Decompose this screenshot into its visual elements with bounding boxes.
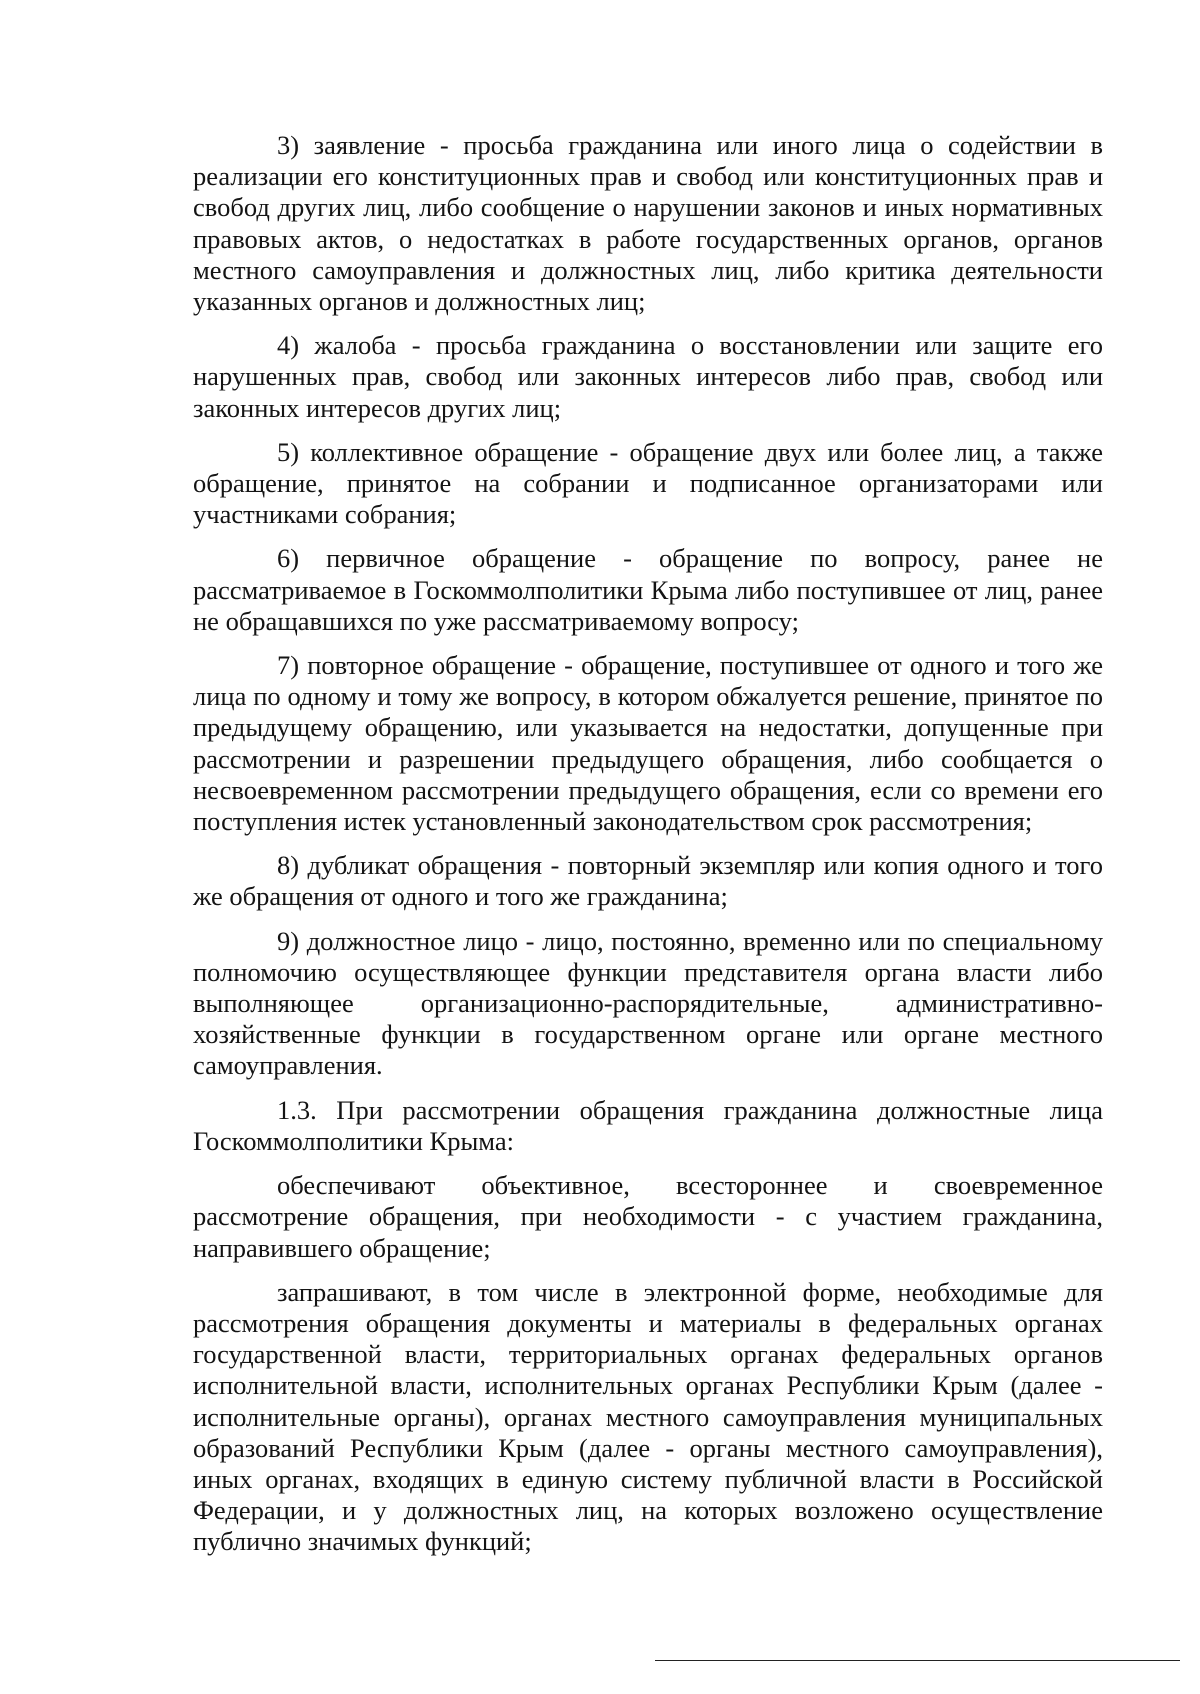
paragraph-definition-complaint: 4) жалоба - просьба гражданина о восстановлении или защите его нарушенных прав, свобод или законных интересов либо прав, свобод или законных интересов других лиц; — [193, 330, 1103, 423]
paragraph-definition-official: 9) должностное лицо - лицо, постоянно, временно или по специальному полномочию осуществляющее функции представителя органа власти либо выполняющее организационно-распорядительные, административно-хозяйственные функции в государственном органе или органе местного самоуправления. — [193, 925, 1103, 1081]
footer-divider-line — [655, 1660, 1180, 1661]
paragraph-definition-application: 3) заявление - просьба гражданина или иного лица о содействии в реализации его конституционных прав и свобод или конституционных прав и свобод других лиц, либо сообщение о нарушении законов и иных нормативных правовых актов, о недостатках в работе государственных органов, органов местного самоуправления и должностных лиц, либо критика деятельности указанных органов и должностных лиц; — [193, 130, 1103, 317]
paragraph-definition-duplicate-appeal: 8) дубликат обращения - повторный экземпляр или копия одного и того же обращения от одного и того же гражданина; — [193, 850, 1103, 912]
paragraph-section-1-3: 1.3. При рассмотрении обращения гражданина должностные лица Госкоммолполитики Крыма: — [193, 1094, 1103, 1156]
paragraph-request-documents: запрашивают, в том числе в электронной форме, необходимые для рассмотрения обращения документы и материалы в федеральных органах государственной власти, территориальных органах федеральных органов исполнительной власти, исполнительных органах Республики Крым (далее - исполнительные органы), органах местного самоуправления муниципальных образований Республики Крым (далее - органы местного самоуправления), иных органах, входящих в единую систему публичной власти в Российской Федерации, и у должностных лиц, на которых возложено осуществление публично значимых функций; — [193, 1276, 1103, 1557]
paragraph-definition-repeat-appeal: 7) повторное обращение - обращение, поступившее от одного и того же лица по одному и тому же вопросу, в котором обжалуется решение, принятое по предыдущему обращению, или указывается на недостатки, допущенные при рассмотрении и разрешении предыдущего обращения, либо сообщается о несвоевременном рассмотрении предыдущего обращения, если со времени его поступления истек установленный законодательством срок рассмотрения; — [193, 650, 1103, 837]
paragraph-ensure-review: обеспечивают объективное, всестороннее и своевременное рассмотрение обращения, при необходимости - с участием гражданина, направившего обращение; — [193, 1170, 1103, 1263]
paragraph-definition-collective-appeal: 5) коллективное обращение - обращение двух или более лиц, а также обращение, принятое на собрании и подписанное организаторами или участниками собрания; — [193, 436, 1103, 530]
document-body — [193, 130, 1103, 1571]
paragraph-definition-primary-appeal: 6) первичное обращение - обращение по вопросу, ранее не рассматриваемое в Госкоммолполитики Крыма либо поступившее от лиц, ранее не обращавшихся по уже рассматриваемому вопросу; — [193, 543, 1103, 636]
